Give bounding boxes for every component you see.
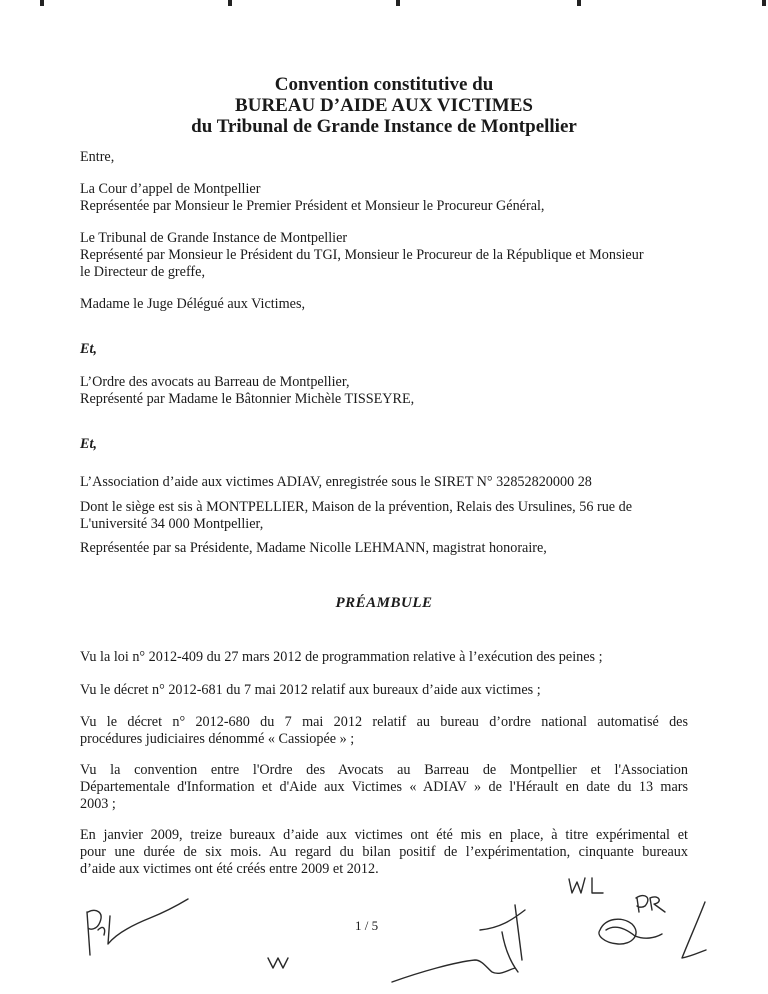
- et-label-1: Et,: [80, 341, 97, 357]
- association-line-2: Dont le siège est sis à MONTPELLIER, Maison de la prévention, Relais des Ursulines, 56 rue de: [80, 499, 633, 515]
- initials-stroke: [87, 910, 101, 955]
- tgi-name: Le Tribunal de Grande Instance de Montpellier: [80, 230, 348, 246]
- preambule-paragraph-4-line-3: 2003 ;: [80, 796, 116, 812]
- et-label-2: Et,: [80, 436, 97, 452]
- entre-label: Entre,: [80, 149, 115, 165]
- preambule-paragraph-3-line-1: Vu le décret n° 2012-680 du 7 mai 2012 relatif au bureau d’ordre national automatisé des: [80, 714, 688, 730]
- title-line-2: BUREAU D’AIDE AUX VICTIMES: [235, 95, 533, 116]
- tgi-representative-line-2: le Directeur de greffe,: [80, 264, 205, 280]
- initials-stroke: [569, 878, 603, 893]
- association-line-4: Représentée par sa Présidente, Madame Nicolle LEHMANN, magistrat honoraire,: [80, 540, 547, 556]
- preambule-paragraph-1: Vu la loi n° 2012-409 du 27 mars 2012 de programmation relative à l’exécution des peines ;: [80, 649, 603, 665]
- ordre-representative: Représenté par Madame le Bâtonnier Michèle TISSEYRE,: [80, 391, 415, 407]
- preambule-paragraph-4-line-2: Départementale d'Information et d'Aide aux Victimes « ADIAV » de l'Hérault en date du 13 mars: [80, 779, 688, 795]
- juge-delegue: Madame le Juge Délégué aux Victimes,: [80, 296, 306, 312]
- ordre-name: L’Ordre des avocats au Barreau de Montpellier,: [80, 374, 350, 390]
- initials-stroke: [392, 960, 515, 982]
- initials-stroke: [599, 919, 636, 944]
- preambule-paragraph-5-line-2: pour une durée de six mois. Au regard du bilan positif de l’expérimentation, cinquante bureaux: [80, 844, 688, 860]
- page-number: 1 / 5: [355, 918, 379, 933]
- initials-stroke: [480, 905, 525, 972]
- initials-stroke: [98, 899, 188, 944]
- preambule-paragraph-4-line-1: Vu la convention entre l'Ordre des Avocats au Barreau de Montpellier et l'Association: [80, 762, 688, 778]
- preambule-paragraph-3-line-2: procédures judiciaires dénommé « Cassiopée » ;: [80, 731, 355, 747]
- preambule-heading: PRÉAMBULE: [335, 595, 433, 611]
- preambule-paragraph-2: Vu le décret n° 2012-681 du 7 mai 2012 relatif aux bureaux d’aide aux victimes ;: [80, 682, 541, 698]
- title-line-1: Convention constitutive du: [274, 74, 494, 95]
- title-line-3: du Tribunal de Grande Instance de Montpellier: [191, 116, 577, 137]
- initials-stroke: [636, 896, 665, 912]
- association-line-3: L'université 34 000 Montpellier,: [80, 516, 264, 532]
- tgi-representative-line-1: Représenté par Monsieur le Président du TGI, Monsieur le Procureur de la République et Monsieur: [80, 247, 644, 263]
- association-line-1: L’Association d’aide aux victimes ADIAV, enregistrée sous le SIRET N° 32852820000 28: [80, 474, 592, 490]
- initials-stroke: [268, 958, 288, 968]
- cour-representative: Représentée par Monsieur le Premier Président et Monsieur le Procureur Général,: [80, 198, 545, 214]
- preambule-paragraph-5-line-1: En janvier 2009, treize bureaux d’aide aux victimes ont été mis en place, à titre expérimental et: [80, 827, 688, 843]
- preambule-paragraph-5-line-3: d’aide aux victimes ont été créés entre 2009 et 2012.: [80, 861, 379, 877]
- initials-stroke: [606, 927, 662, 938]
- cour-name: La Cour d’appel de Montpellier: [80, 181, 261, 197]
- initials-stroke: [682, 902, 706, 958]
